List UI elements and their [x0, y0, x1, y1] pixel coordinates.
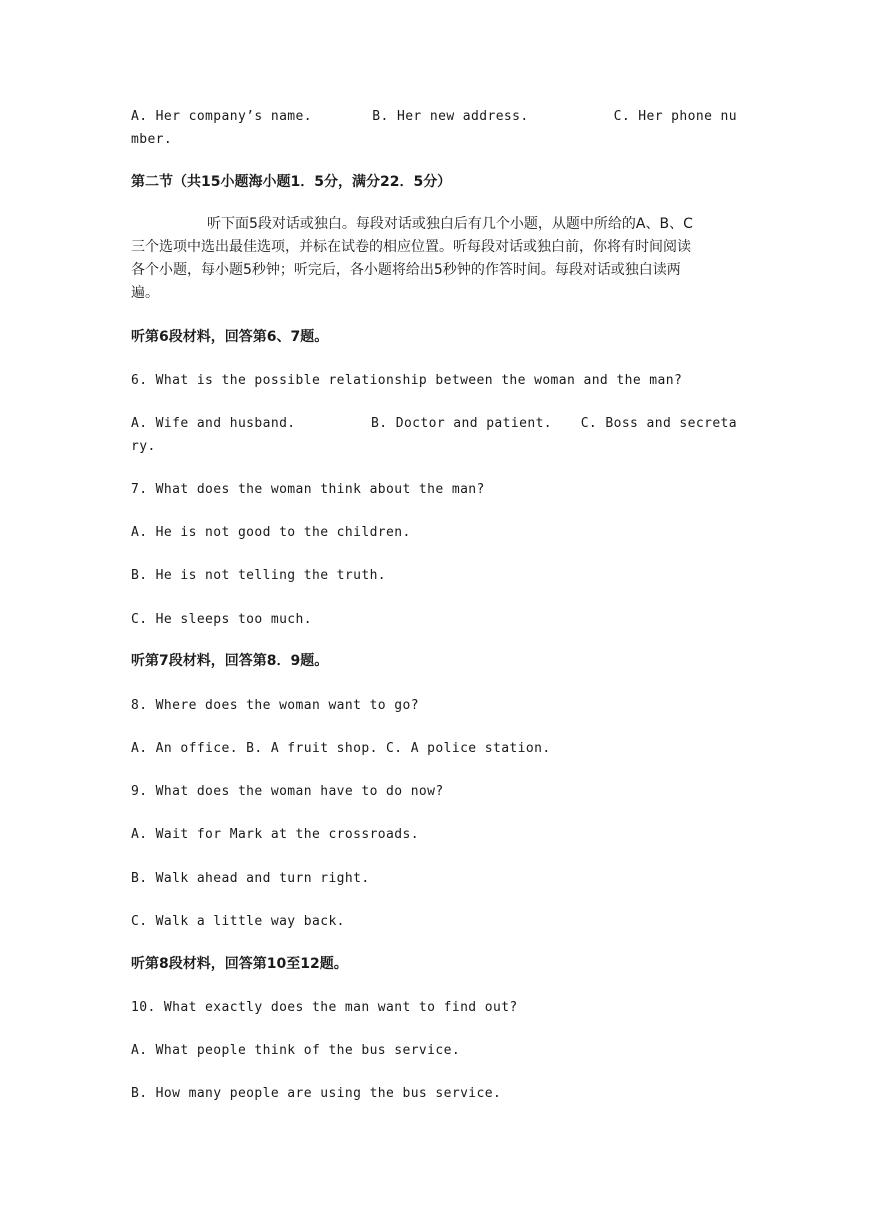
- q6-option-a: A. Wife and husband.: [131, 416, 296, 431]
- section2-heading: 第二节（共15小题海小题1．5分，满分22．5分）: [131, 174, 452, 190]
- instruction-line-1: 听下面5段对话或独白。每段对话或独白后有几个小题，从题中所给的A、B、C: [207, 216, 693, 232]
- q7-option-b: B. He is not telling the truth.: [131, 568, 387, 583]
- material8-heading: 听第8段材料，回答第10至12题。: [131, 956, 348, 972]
- q7-option-a: A. He is not good to the children.: [131, 525, 411, 540]
- q6-option-c: C. Boss and secreta: [580, 416, 737, 431]
- q5-options-row: [131, 105, 737, 128]
- q9-question: 9. What does the woman have to do now?: [131, 784, 444, 799]
- q7-option-c: C. He sleeps too much.: [131, 612, 312, 627]
- q6-question: 6. What is the possible relationship between the woman and the man?: [131, 373, 683, 388]
- q10-option-b: B. How many people are using the bus service.: [131, 1086, 502, 1101]
- material6-heading: 听第6段材料，回答第6、7题。: [131, 329, 329, 345]
- q10-option-a: A. What people think of the bus service.: [131, 1043, 461, 1058]
- q10-question: 10. What exactly does the man want to find out?: [131, 1000, 518, 1015]
- q5-option-c: C. Her phone nu: [613, 109, 737, 124]
- q5-option-a: A. Her company’s name.: [131, 109, 312, 124]
- instruction-line-4: 遍。: [131, 285, 159, 301]
- q8-options: A. An office. B. A fruit shop. C. A police station.: [131, 741, 551, 756]
- q7-question: 7. What does the woman think about the man?: [131, 482, 485, 497]
- q8-question: 8. Where does the woman want to go?: [131, 698, 419, 713]
- section2-instructions: [131, 213, 737, 305]
- q5-option-c-wrap: mber.: [131, 132, 173, 147]
- material7-heading: 听第7段材料，回答第8．9题。: [131, 653, 329, 669]
- q6-options-row: [131, 412, 737, 435]
- q6-option-b: B. Doctor and patient.: [371, 416, 553, 431]
- q5-option-b: B. Her new address.: [372, 109, 529, 124]
- q9-option-a: A. Wait for Mark at the crossroads.: [131, 827, 419, 842]
- q9-option-c: C. Walk a little way back.: [131, 914, 345, 929]
- q6-option-c-wrap: ry.: [131, 439, 156, 454]
- instruction-line-3: 各个小题，每小题5秒钟；听完后，各小题将给出5秒钟的作答时间。每段对话或独白读两: [131, 262, 681, 278]
- q9-option-b: B. Walk ahead and turn right.: [131, 871, 370, 886]
- instruction-line-2: 三个选项中选出最佳选项，并标在试卷的相应位置。听每段对话或独白前，你将有时间阅读: [131, 239, 691, 255]
